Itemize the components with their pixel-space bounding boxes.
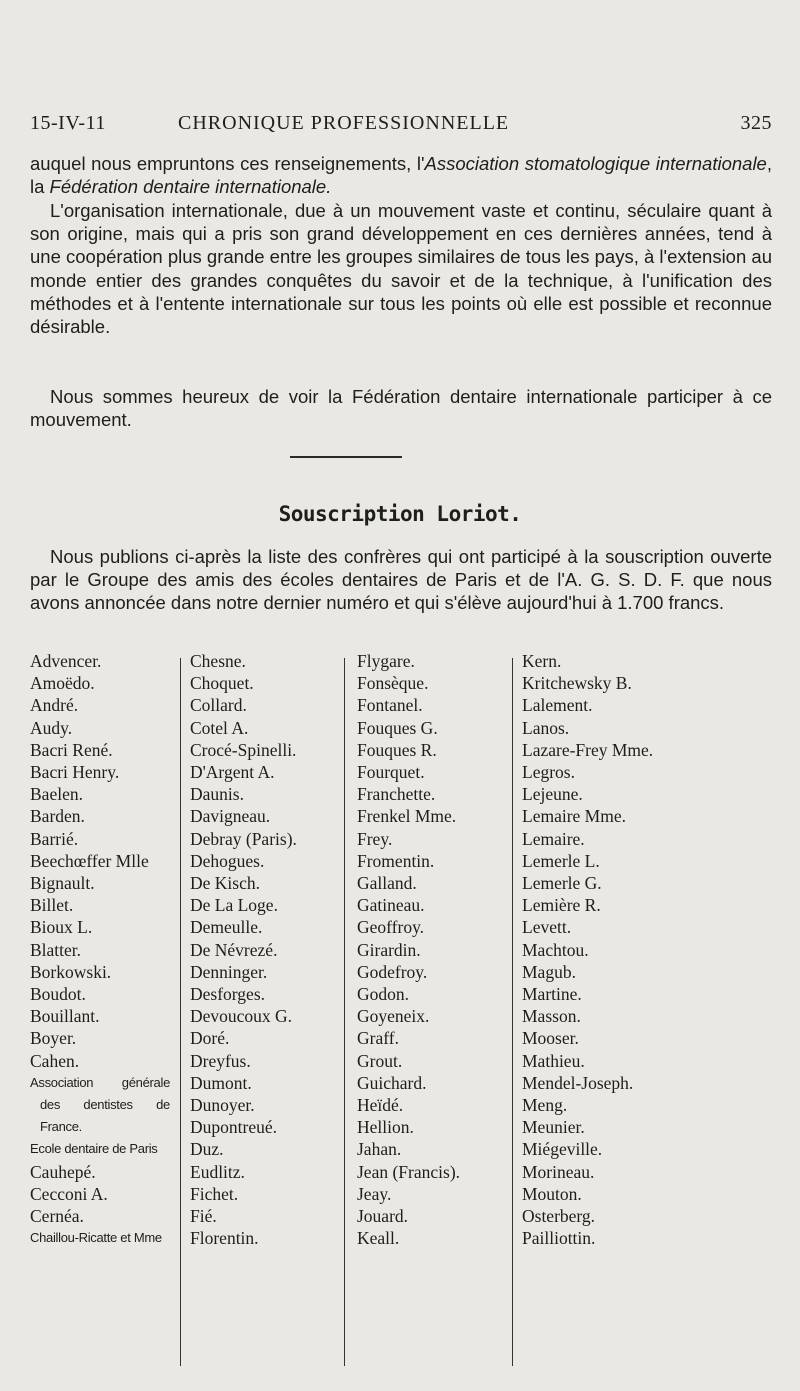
page-number: 325 — [740, 112, 772, 134]
name-entry: Lanos. — [522, 717, 570, 738]
name-entry: Cahen. — [30, 1050, 80, 1071]
name-entry: Fontanel. — [357, 695, 423, 716]
name-entry: Fourquet. — [357, 762, 425, 783]
name-entry: Audy. — [30, 717, 73, 738]
association-entry — [30, 1072, 176, 1139]
name-entry: Cernéa. — [30, 1206, 84, 1227]
name-entry: Eudlitz. — [190, 1161, 245, 1182]
name-entry: Flygare. — [357, 651, 415, 671]
assoc-word: des — [40, 1097, 61, 1113]
name-entry: Lemière R. — [522, 895, 601, 916]
name-entry: Borkowski. — [30, 961, 112, 982]
name-entry: Jeay. — [357, 1183, 392, 1204]
name-entry: Chaillou-Ricatte et Mme — [30, 1230, 162, 1246]
name-entry: Fouques G. — [357, 717, 438, 738]
name-entry: Mooser. — [522, 1028, 579, 1049]
name-entry: Dreyfus. — [190, 1050, 251, 1071]
name-entry: Bacri René. — [30, 739, 113, 760]
name-entry: Duz. — [190, 1139, 224, 1160]
name-entry: De Kisch. — [190, 873, 260, 894]
name-entry: Keall. — [357, 1228, 400, 1249]
name-entry: Lazare-Frey Mme. — [522, 739, 654, 760]
column-separator — [180, 658, 181, 1366]
name-entry: Jean (Francis). — [357, 1161, 461, 1182]
name-entry: Girardin. — [357, 939, 421, 960]
name-entry: Kritchewsky B. — [522, 673, 632, 694]
intro-text-a: auquel nous empruntons ces renseignements, l' — [30, 153, 425, 174]
column-separator — [344, 658, 345, 1366]
intro-text-c: , la — [30, 153, 772, 198]
intro-paragraph-2: L'organisation internationale, due à un mouvement vaste et continu, séculaire quant à son origine, mais qui a pris son grand développement en ces dernières années, tend à une coopération plus grande entre les groupes similaires de tous les pays, à l'extension au monde entier des grandes conquêtes du savoir et de la technique, à l'unification des méthodes et à l'entente internationale sur tous les points où elle est possible et reconnue désirable. — [30, 200, 772, 338]
name-entry: Fouques R. — [357, 739, 437, 760]
name-entry: Osterberg. — [522, 1206, 596, 1227]
name-entry: Desforges. — [190, 984, 266, 1005]
name-entry: Frey. — [357, 828, 393, 849]
name-entry: Florentin. — [190, 1228, 259, 1249]
name-entry: Gatineau. — [357, 895, 425, 916]
name-entry: Fonsèque. — [357, 673, 429, 694]
assoc-word: France. — [40, 1119, 82, 1135]
name-entry: Mouton. — [522, 1183, 582, 1204]
name-entry: Magub. — [522, 961, 576, 982]
name-entry: Frenkel Mme. — [357, 806, 457, 827]
header-title: CHRONIQUE PROFESSIONNELLE — [178, 112, 510, 134]
name-entry: Mathieu. — [522, 1050, 585, 1071]
name-entry: Cecconi A. — [30, 1183, 108, 1204]
name-entry: Debray (Paris). — [190, 828, 297, 849]
intro-org-2: Fédération dentaire internationale. — [49, 176, 332, 198]
name-entry: Chesne. — [190, 651, 246, 671]
name-entry: Davigneau. — [190, 806, 271, 827]
name-entry: Boudot. — [30, 984, 86, 1005]
name-entry: Pailliottin. — [522, 1228, 596, 1249]
name-entry: Cotel A. — [190, 717, 249, 738]
intro-paragraph-1 — [30, 152, 772, 198]
name-entry: Meunier. — [522, 1117, 585, 1138]
name-entry: Ecole dentaire de Paris — [30, 1141, 158, 1157]
name-entry: Daunis. — [190, 784, 244, 805]
name-entry: Hellion. — [357, 1117, 414, 1138]
name-entry: Guichard. — [357, 1072, 427, 1093]
names-column-1 — [30, 650, 176, 1249]
name-entry: André. — [30, 695, 79, 716]
name-entry: Godon. — [357, 984, 410, 1005]
name-entry: Legros. — [522, 762, 575, 783]
header-date: 15-IV-11 — [30, 112, 106, 134]
name-entry: Beechœffer Mlle — [30, 850, 149, 871]
name-entry: Godefroy. — [357, 961, 428, 982]
name-entry: Grout. — [357, 1050, 403, 1071]
name-entry: Franchette. — [357, 784, 436, 805]
name-entry: Choquet. — [190, 673, 254, 694]
name-entry: Dupontreué. — [190, 1117, 277, 1138]
name-entry: Geoffroy. — [357, 917, 425, 938]
assoc-word: Association — [30, 1074, 94, 1090]
name-entry: Amoëdo. — [30, 673, 95, 694]
name-entry: Lalement. — [522, 695, 593, 716]
name-entry: Demeulle. — [190, 917, 263, 938]
name-entry: Mendel-Joseph. — [522, 1072, 634, 1093]
name-entry: De Névrezé. — [190, 939, 278, 960]
name-entry: D'Argent A. — [190, 762, 275, 783]
name-entry: Martine. — [522, 984, 582, 1005]
name-entry: Baelen. — [30, 784, 83, 805]
names-column-4 — [522, 650, 782, 1249]
name-entry: Blatter. — [30, 939, 82, 960]
section-title: Souscription Loriot. — [278, 502, 522, 526]
name-entry: Boyer. — [30, 1028, 77, 1049]
name-entry: Jahan. — [357, 1139, 402, 1160]
assoc-word: dentistes — [83, 1097, 133, 1113]
name-entry: Galland. — [357, 873, 417, 894]
name-entry: Barden. — [30, 806, 85, 827]
name-entry: Barrié. — [30, 828, 79, 849]
name-entry: Masson. — [522, 1006, 581, 1027]
name-entry: Billet. — [30, 895, 74, 916]
name-entry: Fromentin. — [357, 850, 435, 871]
name-entry: Bacri Henry. — [30, 762, 120, 783]
name-entry: Kern. — [522, 651, 562, 671]
name-entry: Lemerle L. — [522, 850, 600, 871]
name-entry: Cauhepé. — [30, 1161, 96, 1182]
names-column-3 — [357, 650, 509, 1249]
name-entry: Dehogues. — [190, 850, 265, 871]
section-divider — [290, 456, 402, 458]
name-entry: Lemaire Mme. — [522, 806, 626, 827]
name-entry: Crocé-Spinelli. — [190, 739, 297, 760]
running-header — [30, 112, 772, 142]
assoc-word: de — [156, 1097, 170, 1113]
name-entry: Lemerle G. — [522, 873, 602, 894]
name-entry: Fié. — [190, 1206, 217, 1227]
name-entry: Graff. — [357, 1028, 399, 1049]
name-entry: Doré. — [190, 1028, 230, 1049]
intro-org-1: Association stomatologique internationale — [424, 153, 767, 174]
assoc-word: générale — [121, 1074, 170, 1090]
name-entry: Collard. — [190, 695, 247, 716]
name-entry: Bouillant. — [30, 1006, 100, 1027]
name-entry: Goyeneix. — [357, 1006, 430, 1027]
name-entry: Advencer. — [30, 651, 102, 671]
name-entry: Lejeune. — [522, 784, 583, 805]
name-entry: Morineau. — [522, 1161, 595, 1182]
name-entry: Devoucoux G. — [190, 1006, 293, 1027]
name-entry: Machtou. — [522, 939, 589, 960]
name-entry: Levett. — [522, 917, 572, 938]
name-entry: Lemaire. — [522, 828, 585, 849]
column-separator — [512, 658, 513, 1366]
name-entry: Dunoyer. — [190, 1095, 255, 1116]
names-column-2 — [190, 650, 340, 1249]
name-entry: Bignault. — [30, 873, 95, 894]
name-entry: Fichet. — [190, 1183, 239, 1204]
name-entry: Heïdé. — [357, 1095, 404, 1116]
name-entry: Denninger. — [190, 961, 268, 982]
section-paragraph: Nous publions ci-après la liste des confrères qui ont participé à la souscription ouverte par le Groupe des amis des écoles dentaires de Paris et de l'A. G. S. D. F. que nous avons annoncée dans notre dernier numéro et qui s'élève aujourd'hui à 1.700 francs. — [30, 546, 772, 614]
name-entry: Miégeville. — [522, 1139, 603, 1160]
name-entry: Meng. — [522, 1095, 568, 1116]
name-entry: Dumont. — [190, 1072, 252, 1093]
name-entry: De La Loge. — [190, 895, 278, 916]
name-entry: Bioux L. — [30, 917, 93, 938]
intro-paragraph-3: Nous sommes heureux de voir la Fédération dentaire internationale participer à ce mouvement. — [30, 386, 772, 431]
name-entry: Jouard. — [357, 1206, 409, 1227]
